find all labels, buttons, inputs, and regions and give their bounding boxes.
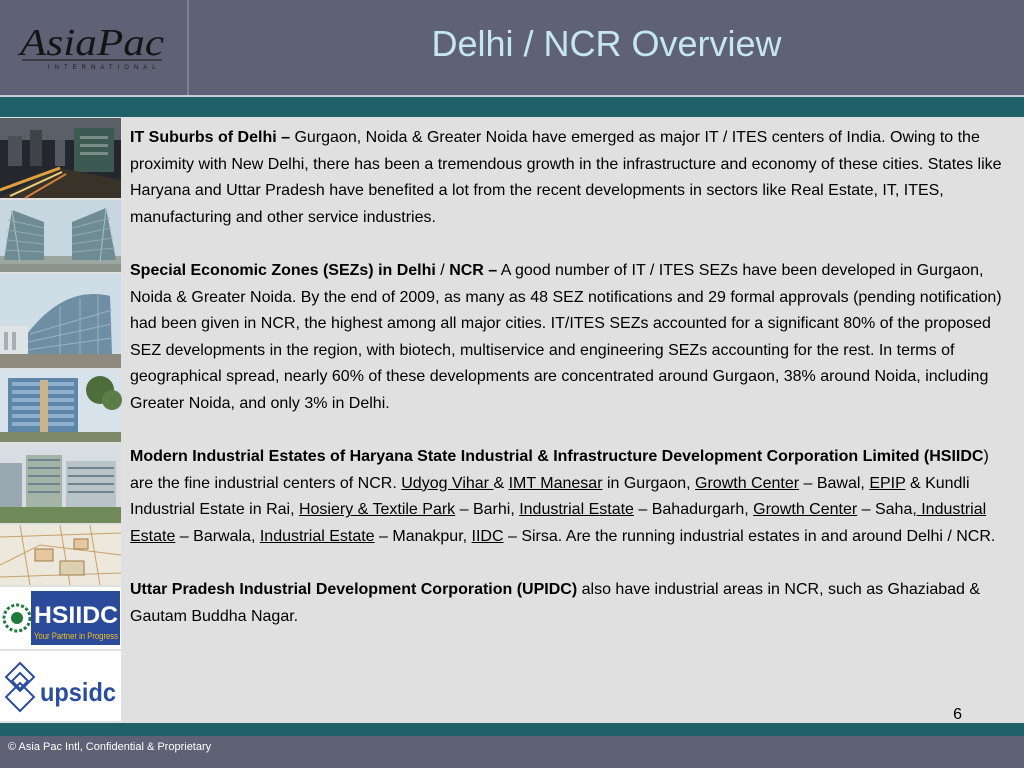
paragraph-upidc: Uttar Pradesh Industrial Development Corporation (UPIDC) also have industrial areas in NCR, such as Ghaziabad & Gautam Buddha Nagar. — [130, 581, 981, 625]
sez-heading: Special Economic Zones (SEZs) in Delhi — [130, 261, 436, 279]
hsiidc-logo — [0, 587, 121, 649]
top-band — [0, 97, 1024, 117]
content-body — [130, 125, 1015, 657]
paragraph-sez: Special Economic Zones (SEZs) in Delhi / NCR – A good number of IT / ITES SEZs have been developed in Gurgaon, Noida & Greater Noida. By the end of 2009, as many as 48 SEZ notifications and 29 formal approvals (pending notification) had been given in NCR, the highest among all major cities. IT/ITES SEZs accounted for a significant 80% of the proposed SEZ developments in the region, with biotech, multiservice and engineering SEZs accounting for the rest. In terms of geographical spread, nearly 60% of these developments are concentrated around Gurgaon, 38% around Noida, including Greater Noida, and only 3% in Delhi. — [130, 261, 1002, 412]
svg-text:HSIIDC: HSIIDC — [34, 602, 118, 629]
paragraph-it-suburbs: IT Suburbs of Delhi – Gurgaon, Noida & Greater Noida have emerged as major IT / ITES centers of India. Owing to the proximity with New Delhi, there has been a tremendous growth in the infrastructure and economy of these cities. States like Haryana and Uttar Pradesh have benefited a lot from the recent developments in sectors like Real Estate, IT, ITES, manufacturing and other service industries. — [130, 129, 1002, 226]
glass-towers-photo — [0, 200, 121, 272]
link-growth-center-bawal[interactable]: Growth Center — [695, 474, 800, 492]
business-park-photo — [0, 445, 121, 523]
link-growth-center-saha[interactable]: Growth Center — [753, 501, 858, 519]
office-complex-photo — [0, 370, 121, 442]
upsidc-logo — [0, 651, 121, 721]
svg-text:Your Partner in Progress: Your Partner in Progress — [34, 631, 119, 641]
header-bar — [0, 0, 1024, 95]
sidebar-image-strip — [0, 118, 121, 723]
link-industrial-estate-manakpur[interactable]: Industrial Estate — [259, 527, 375, 545]
page-title: Delhi / NCR Overview — [431, 23, 782, 64]
link-industrial-estate-barwala[interactable]: , Industrial Estate — [130, 501, 987, 545]
asiapac-logo — [0, 0, 187, 95]
city-skyline-photo — [0, 118, 121, 198]
page-number: 6 — [953, 706, 962, 723]
link-imt-manesar[interactable]: IMT Manesar — [508, 474, 603, 492]
footer-copyright: © Asia Pac Intl, Confidential & Proprietary — [8, 741, 212, 753]
curved-glass-building-photo — [0, 274, 121, 368]
it-suburbs-heading: IT Suburbs of Delhi – — [130, 129, 291, 146]
link-hosiery-textile-park[interactable]: Hosiery & Textile Park — [298, 501, 456, 519]
svg-text:upsidc: upsidc — [40, 677, 116, 707]
link-epip[interactable]: EPIP — [869, 474, 906, 492]
bottom-band — [0, 723, 1024, 736]
logo-subtext: INTERNATIONAL — [48, 65, 161, 71]
industrial-map-image — [0, 525, 121, 585]
paragraph-hsiidc: Modern Industrial Estates of Haryana State Industrial & Infrastructure Development Corporation Limited (HSIIDC) are the fine industrial centers of NCR. Udyog Vihar & IMT Manesar in Gurgaon, Growth Center – Bawal, EPIP & Kundli Industrial Estate in Rai, Hosiery & Textile Park – Barhi, Industrial Estate – Bahadurgarh, Growth Center – Saha, Industrial Estate – Barwala, Industrial Estate – Manakpur, IIDC – Sirsa. Are the running industrial estates in and around Delhi / NCR. — [130, 448, 996, 545]
upidc-heading: Uttar Pradesh Industrial Development Corporation (UPIDC) — [130, 581, 578, 599]
hsiidc-heading: Modern Industrial Estates of Haryana State Industrial & Infrastructure Development Corporation Limited (HSIIDC — [130, 448, 984, 466]
footer-bar — [0, 736, 1024, 768]
logo-text: AsiaPac — [16, 22, 165, 64]
link-industrial-estate-bahadurgarh[interactable]: Industrial Estate — [519, 501, 634, 519]
link-udyog-vihar[interactable]: Udyog Vihar — [401, 474, 494, 492]
link-iidc[interactable]: IIDC — [471, 527, 504, 545]
